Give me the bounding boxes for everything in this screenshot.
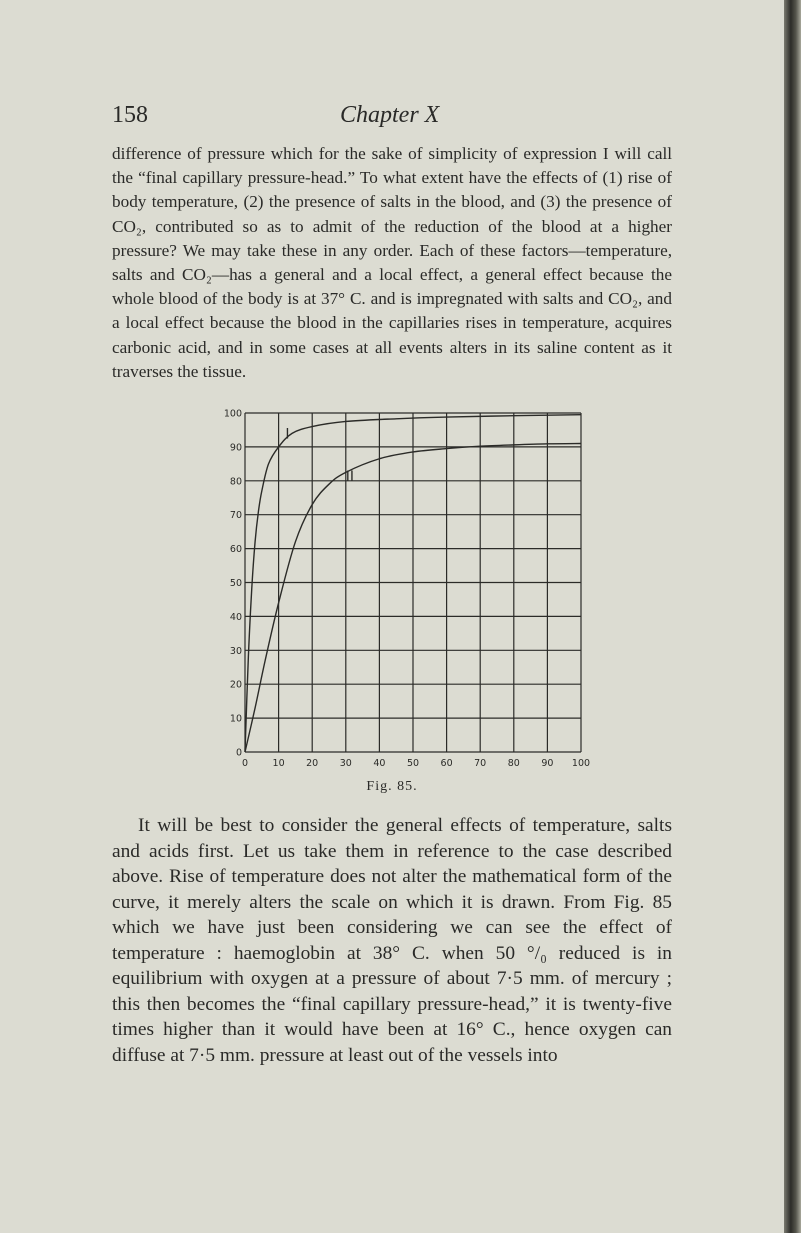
page-header	[0, 102, 784, 132]
y-tick-label: 20	[229, 679, 242, 691]
y-tick-label: 40	[229, 611, 242, 623]
curve-label-i: I	[285, 426, 290, 443]
x-tick-label: 30	[339, 758, 352, 769]
paragraph-2: It will be best to consider the general effects of temperature, salts and acids first. Let us take them in reference to the case described above. Rise of temperature does not alter the mathematical form of the curve, it merely alters the scale on which it is drawn. From Fig. 85 which we have just been considering we can see the effect of temperature : haemoglobin at 38° C. when 50 °/₀ reduced is in equilibrium with oxygen at a pressure of about 7·5 mm. of mercury ; this then becomes the “final capillary pressure-head,” it is twenty-five times higher than it would have been at 16° C., hence oxygen can diffuse at 7·5 mm. pressure at least out of the vessels into	[112, 815, 672, 1066]
dissociation-chart	[212, 405, 592, 790]
running-title: Chapter X	[340, 102, 440, 128]
x-tick-label: 40	[373, 758, 386, 769]
x-tick-label: 0	[241, 758, 249, 769]
y-tick-label: 80	[229, 476, 242, 488]
book-spine-edge	[784, 0, 801, 1233]
y-tick-label: 10	[229, 713, 242, 725]
curve-label-ii: II	[345, 468, 355, 485]
y-tick-label: 90	[229, 442, 242, 454]
x-tick-label: 50	[406, 758, 420, 769]
x-tick-label: 20	[306, 758, 319, 769]
y-tick-label: 50	[229, 578, 242, 589]
figure-85	[212, 405, 592, 790]
page-number: 158	[112, 102, 148, 128]
y-tick-label: 30	[229, 645, 242, 657]
y-tick-label: 70	[229, 510, 242, 522]
x-tick-label: 10	[272, 758, 285, 769]
figure-caption: Fig. 85.	[366, 779, 418, 794]
y-tick-label: 100	[223, 408, 242, 420]
y-tick-label: 0	[235, 747, 242, 759]
x-tick-label: 60	[440, 758, 453, 769]
paragraph-1: difference of pressure which for the sake of simplicity of expression I will call the “final capillary pressure-head.” To what extent have the effects of (1) rise of body temperature, (2) the presence of salts in the blood, and (3) the presence of CO₂, contributed so as to admit of the reduction of the blood at a higher pressure? We may take these in any order. Each of these factors—temperature, salts and CO₂—has a general and a local effect, a general effect because the whole blood of the body is at 37° C. and is impregnated with salts and CO₂, and a local effect because the blood in the capillaries rises in temperature, acquires carbonic acid, and in some cases at all events alters in its saline content as it traverses the tissue.	[112, 144, 672, 381]
x-tick-label: 80	[507, 758, 520, 769]
x-tick-label: 100	[571, 758, 591, 769]
x-tick-label: 90	[541, 758, 554, 769]
y-tick-label: 60	[229, 544, 242, 556]
x-tick-label: 70	[474, 758, 487, 769]
